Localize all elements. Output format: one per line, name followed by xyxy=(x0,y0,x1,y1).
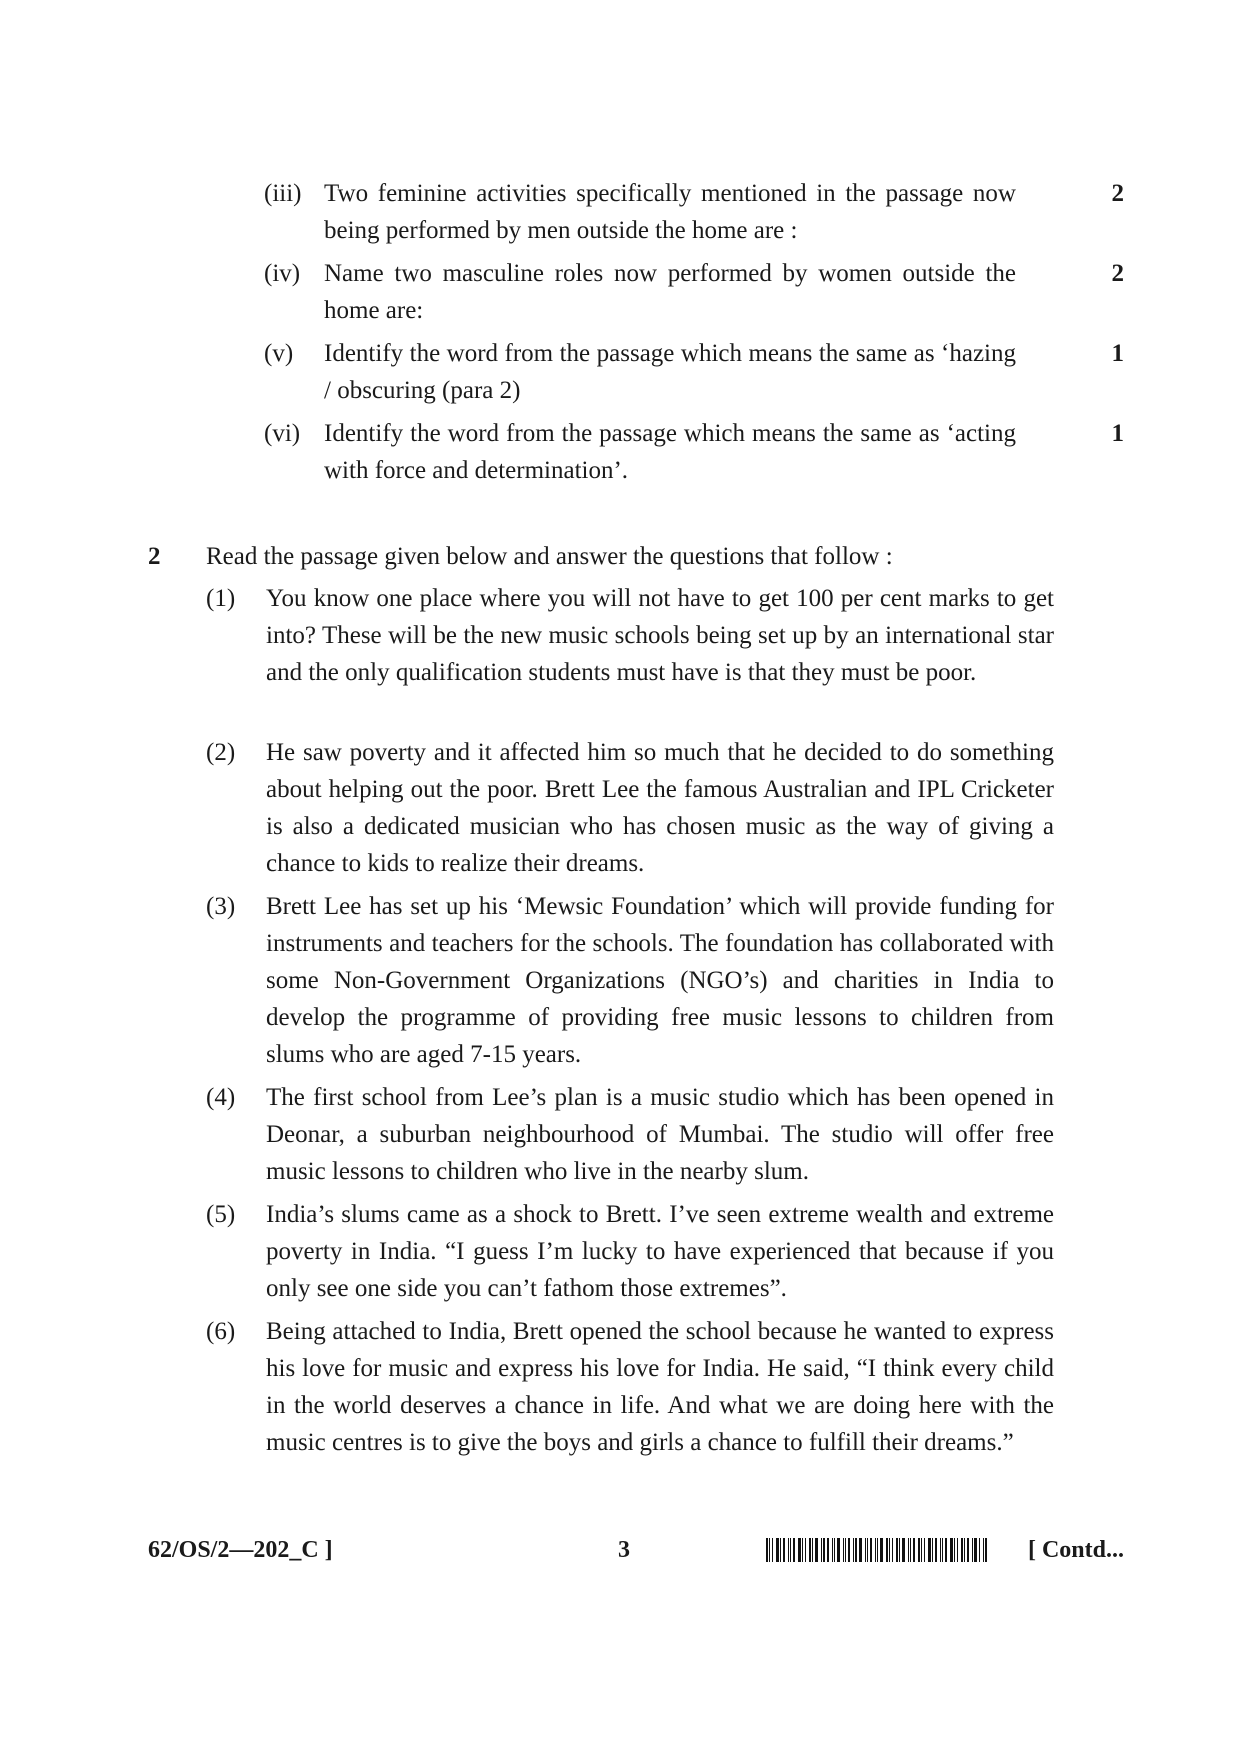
paragraph-number: (5) xyxy=(206,1201,236,1228)
paragraph-number: (2) xyxy=(206,739,236,766)
subquestion-marks: 1 xyxy=(1111,420,1124,447)
paragraph-number: (1) xyxy=(206,585,236,612)
subquestion-number: (iii) xyxy=(264,180,302,207)
passage-paragraph-5 xyxy=(206,1196,1054,1307)
passage-paragraph-6 xyxy=(206,1313,1054,1461)
paragraph-text: The first school from Lee’s plan is a music studio which has been opened in Deonar, a suburban neighbourhood of Mumbai. The studio will offer free music lessons to children who live in the nearby slum. xyxy=(266,1084,1054,1185)
subquestion-text: Two feminine activities specifically mentioned in the passage now being performed by men outside the home are : xyxy=(324,180,1016,244)
paragraph-text: You know one place where you will not have to get 100 per cent marks to get into? These will be the new music schools being set up by an international star and the only qualification students must have is that they must be poor. xyxy=(266,585,1054,686)
subquestion-v xyxy=(264,335,1124,409)
subquestion-vi xyxy=(264,415,1124,489)
subquestion-number: (iv) xyxy=(264,260,301,287)
paragraph-text: Being attached to India, Brett opened the school because he wanted to express his love for music and express his love for India. He said, “I think every child in the world deserves a chance in life. And what we are doing here with the music centres is to give the boys and girls a chance to fulfill their dreams.” xyxy=(266,1318,1054,1456)
subquestion-marks: 1 xyxy=(1111,340,1124,367)
subquestion-iv xyxy=(264,255,1124,329)
page-footer xyxy=(148,1530,1124,1570)
passage-paragraph-4 xyxy=(206,1079,1054,1190)
subquestion-iii xyxy=(264,175,1124,249)
paragraph-text: Brett Lee has set up his ‘Mewsic Foundation’ which will provide funding for instruments and teachers for the schools. The foundation has collaborated with some Non-Government Organizations (NGO’s) and charities in India to develop the programme of providing free music lessons to children from slums who are aged 7-15 years. xyxy=(266,893,1054,1068)
subquestion-marks: 2 xyxy=(1111,260,1124,287)
passage-paragraph-3 xyxy=(206,888,1054,1073)
continued-label: [ Contd... xyxy=(1027,1537,1124,1563)
paper-code: 62/OS/2—202_C ] xyxy=(148,1537,333,1563)
question-number: 2 xyxy=(148,543,161,570)
paragraph-text: India’s slums came as a shock to Brett. I’ve seen extreme wealth and extreme poverty in India. “I guess I’m lucky to have experienced that because if you only see one side you can’t fathom those extremes”. xyxy=(266,1201,1054,1302)
subquestion-number: (vi) xyxy=(264,420,301,447)
paragraph-number: (6) xyxy=(206,1318,236,1345)
subquestion-marks: 2 xyxy=(1111,180,1124,207)
subquestion-text: Identify the word from the passage which means the same as ‘acting with force and determination’. xyxy=(324,420,1016,484)
paragraph-number: (4) xyxy=(206,1084,236,1111)
passage-paragraph-1 xyxy=(206,580,1054,691)
subquestion-text: Name two masculine roles now performed by women outside the home are: xyxy=(324,260,1016,324)
page-number: 3 xyxy=(618,1537,630,1563)
subquestion-text: Identify the word from the passage which means the same as ‘hazing / obscuring (para 2) xyxy=(324,340,1016,404)
paragraph-text: He saw poverty and it affected him so much that he decided to do something about helping out the poor. Brett Lee the famous Australian and IPL Cricketer is also a dedicated musician who has chosen music as the way of giving a chance to kids to realize their dreams. xyxy=(266,739,1054,877)
barcode-icon xyxy=(766,1538,1016,1562)
question-instruction: Read the passage given below and answer the questions that follow : xyxy=(206,543,893,570)
passage-paragraph-2 xyxy=(206,734,1054,882)
subquestion-number: (v) xyxy=(264,340,294,367)
paragraph-number: (3) xyxy=(206,893,236,920)
